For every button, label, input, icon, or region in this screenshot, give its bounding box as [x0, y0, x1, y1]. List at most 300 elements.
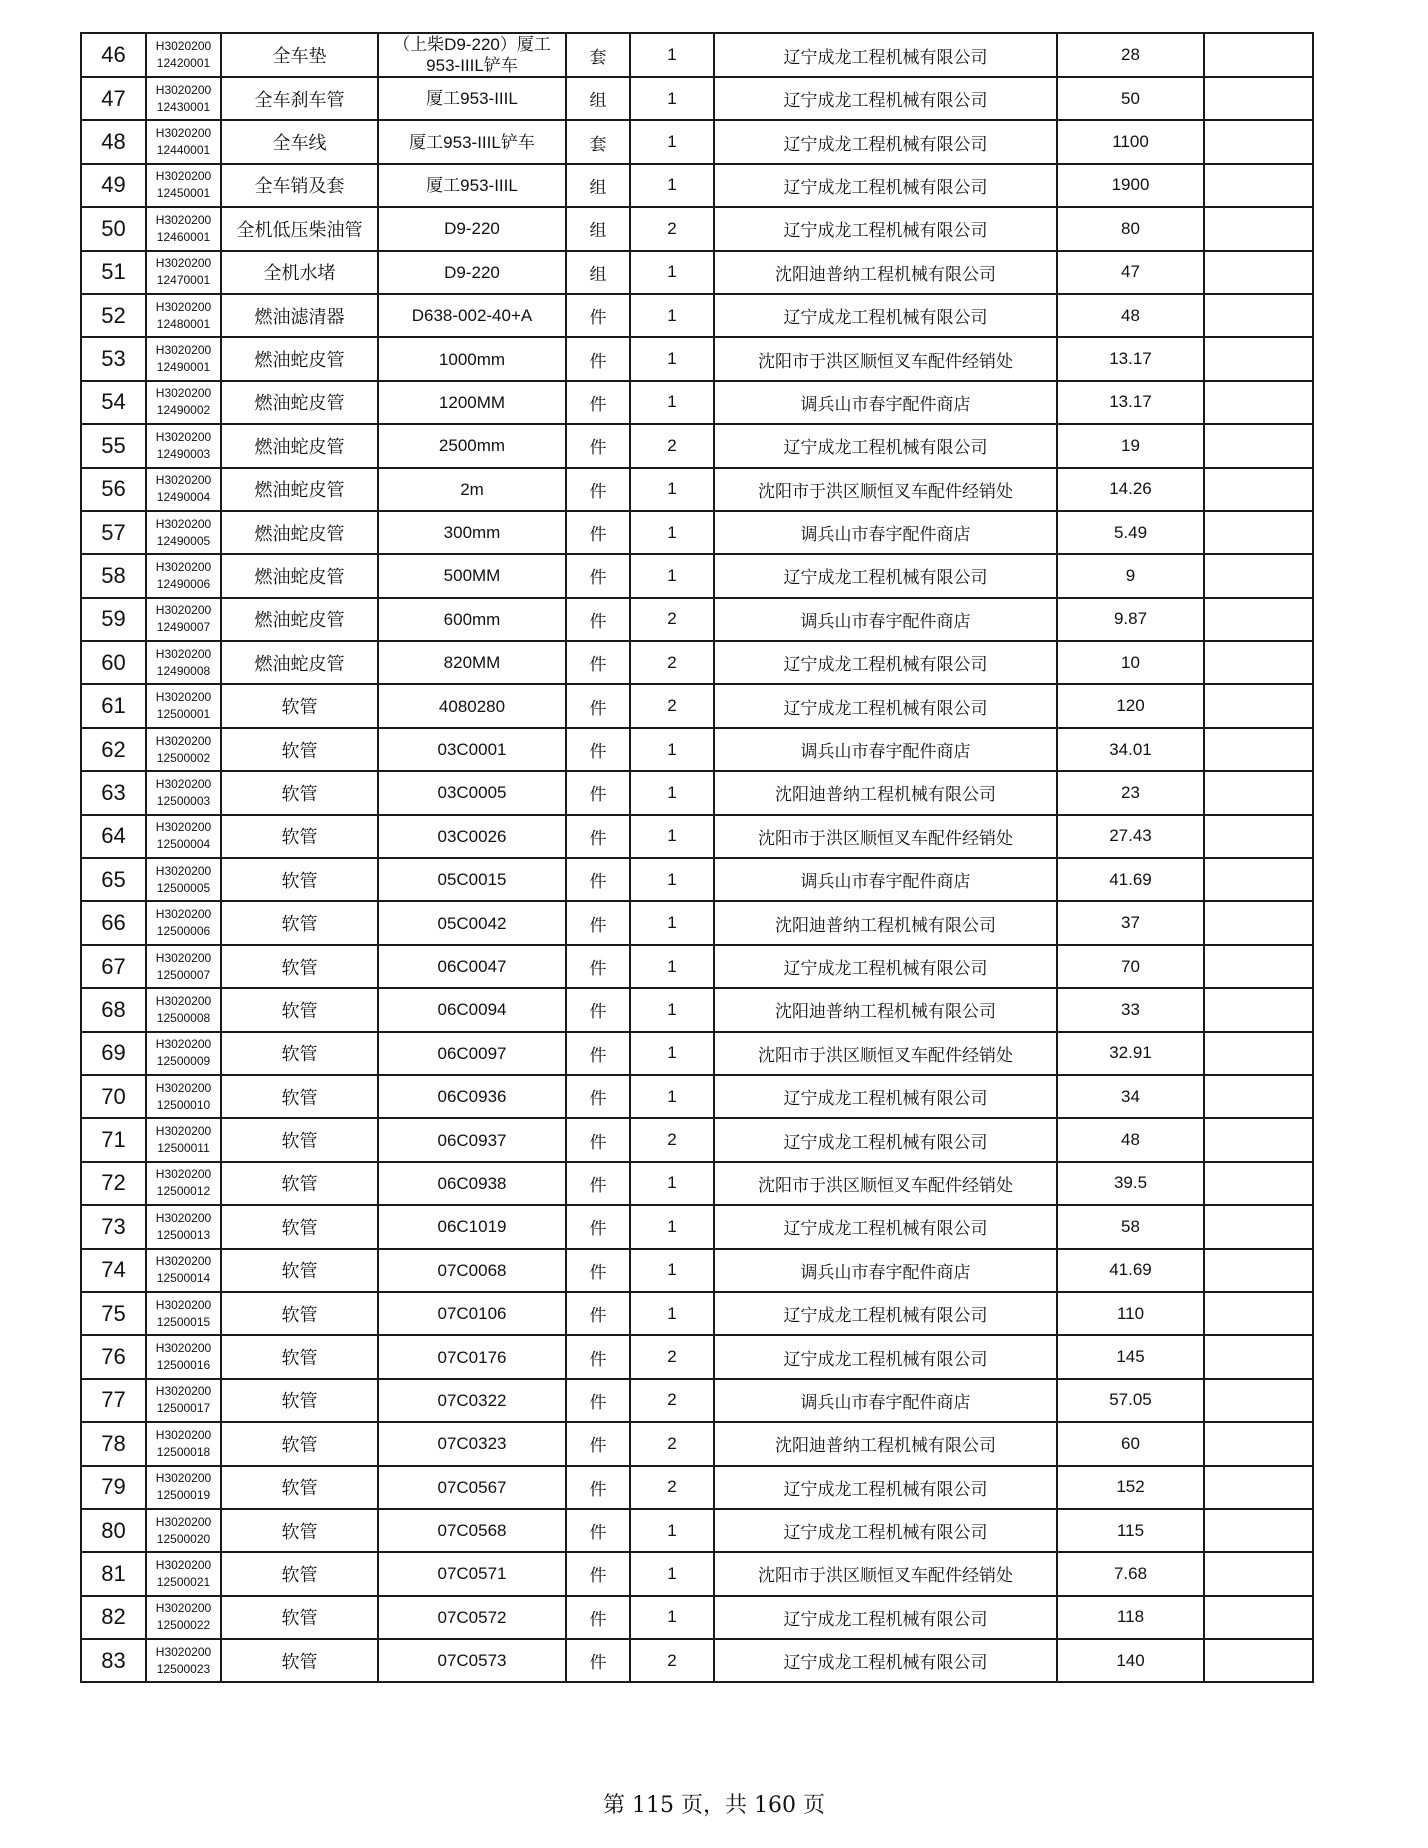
row-number-cell: 75: [81, 1292, 146, 1335]
table-row: [81, 554, 1313, 597]
row-number-cell: 46: [81, 33, 146, 77]
unit-price-cell: 152: [1057, 1466, 1204, 1509]
table-row: [81, 815, 1313, 858]
row-number-cell: 71: [81, 1118, 146, 1161]
unit-cell: 件: [566, 1292, 630, 1335]
remark-cell: [1204, 598, 1313, 641]
table-row: [81, 1032, 1313, 1075]
spec-model-cell: 07C0572: [378, 1596, 566, 1639]
table-row: [81, 771, 1313, 814]
part-name-cell: 软管: [221, 1596, 378, 1639]
table-row: [81, 337, 1313, 380]
part-name-cell: 软管: [221, 728, 378, 771]
supplier-cell: 调兵山市春宇配件商店: [714, 1249, 1057, 1292]
row-number-cell: 54: [81, 381, 146, 424]
row-number-cell: 66: [81, 901, 146, 944]
quantity-cell: 2: [630, 684, 714, 727]
unit-cell: 件: [566, 1596, 630, 1639]
supplier-cell: 沈阳迪普纳工程机械有限公司: [714, 771, 1057, 814]
unit-cell: 件: [566, 945, 630, 988]
row-number-cell: 50: [81, 207, 146, 250]
material-code-cell: H3020200 12500023: [146, 1639, 221, 1682]
table-row: [81, 1509, 1313, 1552]
part-name-cell: 全机水堵: [221, 251, 378, 294]
remark-cell: [1204, 207, 1313, 250]
quantity-cell: 1: [630, 858, 714, 901]
unit-price-cell: 34.01: [1057, 728, 1204, 771]
unit-cell: 件: [566, 641, 630, 684]
quantity-cell: 1: [630, 337, 714, 380]
table-row: [81, 511, 1313, 554]
row-number-cell: 57: [81, 511, 146, 554]
unit-cell: 件: [566, 1118, 630, 1161]
unit-cell: 件: [566, 1205, 630, 1248]
quantity-cell: 2: [630, 1118, 714, 1161]
table-row: [81, 207, 1313, 250]
unit-price-cell: 50: [1057, 77, 1204, 120]
row-number-cell: 82: [81, 1596, 146, 1639]
supplier-cell: 沈阳迪普纳工程机械有限公司: [714, 1422, 1057, 1465]
quantity-cell: 1: [630, 1292, 714, 1335]
unit-cell: 件: [566, 988, 630, 1031]
material-code-cell: H3020200 12500004: [146, 815, 221, 858]
part-name-cell: 全机低压柴油管: [221, 207, 378, 250]
unit-cell: 件: [566, 728, 630, 771]
quantity-cell: 1: [630, 381, 714, 424]
part-name-cell: 软管: [221, 684, 378, 727]
remark-cell: [1204, 77, 1313, 120]
remark-cell: [1204, 468, 1313, 511]
material-code-cell: H3020200 12500014: [146, 1249, 221, 1292]
spec-model-cell: 07C0322: [378, 1379, 566, 1422]
table-row: [81, 1422, 1313, 1465]
unit-cell: 套: [566, 120, 630, 163]
material-code-cell: H3020200 12500001: [146, 684, 221, 727]
spec-model-cell: 600mm: [378, 598, 566, 641]
material-code-cell: H3020200 12490008: [146, 641, 221, 684]
unit-price-cell: 115: [1057, 1509, 1204, 1552]
supplier-cell: 辽宁成龙工程机械有限公司: [714, 1509, 1057, 1552]
material-code-cell: H3020200 12490005: [146, 511, 221, 554]
table-row: [81, 641, 1313, 684]
unit-cell: 件: [566, 468, 630, 511]
part-name-cell: 全车线: [221, 120, 378, 163]
spec-model-cell: 厦工953-IIIL: [378, 164, 566, 207]
supplier-cell: 沈阳迪普纳工程机械有限公司: [714, 251, 1057, 294]
remark-cell: [1204, 337, 1313, 380]
part-name-cell: 软管: [221, 1466, 378, 1509]
unit-price-cell: 70: [1057, 945, 1204, 988]
remark-cell: [1204, 1335, 1313, 1378]
unit-cell: 件: [566, 424, 630, 467]
spec-model-cell: 06C1019: [378, 1205, 566, 1248]
spec-model-cell: 07C0068: [378, 1249, 566, 1292]
spec-model-cell: 300mm: [378, 511, 566, 554]
part-name-cell: 软管: [221, 988, 378, 1031]
unit-price-cell: 57.05: [1057, 1379, 1204, 1422]
remark-cell: [1204, 1249, 1313, 1292]
quantity-cell: 1: [630, 1075, 714, 1118]
material-code-cell: H3020200 12500008: [146, 988, 221, 1031]
material-code-cell: H3020200 12450001: [146, 164, 221, 207]
unit-price-cell: 7.68: [1057, 1552, 1204, 1595]
quantity-cell: 1: [630, 1249, 714, 1292]
row-number-cell: 56: [81, 468, 146, 511]
table-row: [81, 684, 1313, 727]
material-code-cell: H3020200 12500003: [146, 771, 221, 814]
supplier-cell: 辽宁成龙工程机械有限公司: [714, 554, 1057, 597]
supplier-cell: 辽宁成龙工程机械有限公司: [714, 33, 1057, 77]
table-row: [81, 1118, 1313, 1161]
unit-price-cell: 145: [1057, 1335, 1204, 1378]
supplier-cell: 辽宁成龙工程机械有限公司: [714, 684, 1057, 727]
spec-model-cell: 07C0106: [378, 1292, 566, 1335]
unit-cell: 件: [566, 511, 630, 554]
remark-cell: [1204, 988, 1313, 1031]
supplier-cell: 沈阳市于洪区顺恒叉车配件经销处: [714, 1552, 1057, 1595]
table-row: [81, 251, 1313, 294]
unit-cell: 件: [566, 1552, 630, 1595]
row-number-cell: 68: [81, 988, 146, 1031]
row-number-cell: 52: [81, 294, 146, 337]
remark-cell: [1204, 1162, 1313, 1205]
row-number-cell: 48: [81, 120, 146, 163]
quantity-cell: 1: [630, 815, 714, 858]
unit-price-cell: 23: [1057, 771, 1204, 814]
material-code-cell: H3020200 12490002: [146, 381, 221, 424]
row-number-cell: 73: [81, 1205, 146, 1248]
unit-cell: 件: [566, 1422, 630, 1465]
unit-price-cell: 32.91: [1057, 1032, 1204, 1075]
supplier-cell: 沈阳迪普纳工程机械有限公司: [714, 988, 1057, 1031]
part-name-cell: 软管: [221, 1118, 378, 1161]
quantity-cell: 2: [630, 641, 714, 684]
table-row: [81, 1466, 1313, 1509]
part-name-cell: 软管: [221, 1639, 378, 1682]
row-number-cell: 47: [81, 77, 146, 120]
quantity-cell: 1: [630, 77, 714, 120]
quantity-cell: 1: [630, 945, 714, 988]
remark-cell: [1204, 511, 1313, 554]
remark-cell: [1204, 1118, 1313, 1161]
part-name-cell: 燃油蛇皮管: [221, 554, 378, 597]
unit-price-cell: 41.69: [1057, 1249, 1204, 1292]
row-number-cell: 64: [81, 815, 146, 858]
part-name-cell: 燃油蛇皮管: [221, 424, 378, 467]
unit-price-cell: 10: [1057, 641, 1204, 684]
part-name-cell: 全车垫: [221, 33, 378, 77]
part-name-cell: 燃油蛇皮管: [221, 641, 378, 684]
part-name-cell: 软管: [221, 1552, 378, 1595]
remark-cell: [1204, 771, 1313, 814]
unit-cell: 件: [566, 1509, 630, 1552]
material-code-cell: H3020200 12500010: [146, 1075, 221, 1118]
material-code-cell: H3020200 12460001: [146, 207, 221, 250]
supplier-cell: 沈阳市于洪区顺恒叉车配件经销处: [714, 337, 1057, 380]
quantity-cell: 1: [630, 468, 714, 511]
quantity-cell: 1: [630, 294, 714, 337]
spec-model-cell: D638-002-40+A: [378, 294, 566, 337]
remark-cell: [1204, 1205, 1313, 1248]
spec-model-cell: 厦工953-IIIL铲车: [378, 120, 566, 163]
quantity-cell: 1: [630, 511, 714, 554]
page-number-footer: 第 115 页，共 160 页: [603, 1793, 825, 1818]
quantity-cell: 2: [630, 1466, 714, 1509]
row-number-cell: 67: [81, 945, 146, 988]
unit-price-cell: 140: [1057, 1639, 1204, 1682]
table-row: [81, 164, 1313, 207]
unit-price-cell: 9: [1057, 554, 1204, 597]
unit-price-cell: 19: [1057, 424, 1204, 467]
supplier-cell: 辽宁成龙工程机械有限公司: [714, 424, 1057, 467]
unit-cell: 件: [566, 684, 630, 727]
unit-cell: 件: [566, 1639, 630, 1682]
row-number-cell: 69: [81, 1032, 146, 1075]
parts-table: [80, 32, 1314, 1683]
supplier-cell: 辽宁成龙工程机械有限公司: [714, 1075, 1057, 1118]
table-row: [81, 728, 1313, 771]
row-number-cell: 51: [81, 251, 146, 294]
supplier-cell: 辽宁成龙工程机械有限公司: [714, 1292, 1057, 1335]
material-code-cell: H3020200 12500012: [146, 1162, 221, 1205]
material-code-cell: H3020200 12500018: [146, 1422, 221, 1465]
supplier-cell: 辽宁成龙工程机械有限公司: [714, 1118, 1057, 1161]
row-number-cell: 74: [81, 1249, 146, 1292]
material-code-cell: H3020200 12480001: [146, 294, 221, 337]
part-name-cell: 燃油蛇皮管: [221, 511, 378, 554]
quantity-cell: 1: [630, 901, 714, 944]
supplier-cell: 辽宁成龙工程机械有限公司: [714, 164, 1057, 207]
supplier-cell: 辽宁成龙工程机械有限公司: [714, 945, 1057, 988]
quantity-cell: 1: [630, 33, 714, 77]
spec-model-cell: 06C0097: [378, 1032, 566, 1075]
unit-cell: 件: [566, 1032, 630, 1075]
spec-model-cell: 05C0015: [378, 858, 566, 901]
row-number-cell: 79: [81, 1466, 146, 1509]
part-name-cell: 软管: [221, 1205, 378, 1248]
part-name-cell: 软管: [221, 1292, 378, 1335]
remark-cell: [1204, 164, 1313, 207]
material-code-cell: H3020200 12500015: [146, 1292, 221, 1335]
unit-cell: 件: [566, 771, 630, 814]
remark-cell: [1204, 684, 1313, 727]
unit-price-cell: 39.5: [1057, 1162, 1204, 1205]
supplier-cell: 辽宁成龙工程机械有限公司: [714, 1466, 1057, 1509]
spec-model-cell: 07C0176: [378, 1335, 566, 1378]
remark-cell: [1204, 945, 1313, 988]
quantity-cell: 2: [630, 1422, 714, 1465]
spec-model-cell: 03C0005: [378, 771, 566, 814]
remark-cell: [1204, 120, 1313, 163]
unit-cell: 件: [566, 1162, 630, 1205]
quantity-cell: 1: [630, 1596, 714, 1639]
supplier-cell: 沈阳市于洪区顺恒叉车配件经销处: [714, 1032, 1057, 1075]
part-name-cell: 软管: [221, 945, 378, 988]
supplier-cell: 辽宁成龙工程机械有限公司: [714, 641, 1057, 684]
row-number-cell: 55: [81, 424, 146, 467]
spec-model-cell: （上柴D9-220）厦工 953-IIIL铲车: [378, 33, 566, 77]
quantity-cell: 2: [630, 424, 714, 467]
material-code-cell: H3020200 12500020: [146, 1509, 221, 1552]
material-code-cell: H3020200 12420001: [146, 33, 221, 77]
unit-price-cell: 37: [1057, 901, 1204, 944]
unit-price-cell: 58: [1057, 1205, 1204, 1248]
remark-cell: [1204, 1032, 1313, 1075]
unit-price-cell: 120: [1057, 684, 1204, 727]
material-code-cell: H3020200 12490006: [146, 554, 221, 597]
quantity-cell: 1: [630, 120, 714, 163]
spec-model-cell: 1200MM: [378, 381, 566, 424]
row-number-cell: 60: [81, 641, 146, 684]
row-number-cell: 49: [81, 164, 146, 207]
table-row: [81, 598, 1313, 641]
material-code-cell: H3020200 12500009: [146, 1032, 221, 1075]
unit-price-cell: 80: [1057, 207, 1204, 250]
spec-model-cell: 2500mm: [378, 424, 566, 467]
part-name-cell: 软管: [221, 1422, 378, 1465]
part-name-cell: 软管: [221, 771, 378, 814]
row-number-cell: 63: [81, 771, 146, 814]
supplier-cell: 调兵山市春宇配件商店: [714, 511, 1057, 554]
unit-price-cell: 48: [1057, 1118, 1204, 1161]
unit-price-cell: 1100: [1057, 120, 1204, 163]
supplier-cell: 调兵山市春宇配件商店: [714, 598, 1057, 641]
quantity-cell: 1: [630, 554, 714, 597]
supplier-cell: 调兵山市春宇配件商店: [714, 381, 1057, 424]
table-row: [81, 468, 1313, 511]
supplier-cell: 辽宁成龙工程机械有限公司: [714, 1205, 1057, 1248]
spec-model-cell: 820MM: [378, 641, 566, 684]
table-row: [81, 858, 1313, 901]
remark-cell: [1204, 1552, 1313, 1595]
row-number-cell: 78: [81, 1422, 146, 1465]
spec-model-cell: 07C0573: [378, 1639, 566, 1682]
spec-model-cell: 500MM: [378, 554, 566, 597]
unit-cell: 件: [566, 1075, 630, 1118]
material-code-cell: H3020200 12500006: [146, 901, 221, 944]
remark-cell: [1204, 1466, 1313, 1509]
material-code-cell: H3020200 12500017: [146, 1379, 221, 1422]
table-row: [81, 1379, 1313, 1422]
material-code-cell: H3020200 12500013: [146, 1205, 221, 1248]
spec-model-cell: 03C0026: [378, 815, 566, 858]
part-name-cell: 软管: [221, 1379, 378, 1422]
spec-model-cell: 06C0936: [378, 1075, 566, 1118]
table-body: [81, 33, 1313, 1682]
unit-cell: 件: [566, 381, 630, 424]
remark-cell: [1204, 424, 1313, 467]
unit-price-cell: 110: [1057, 1292, 1204, 1335]
remark-cell: [1204, 901, 1313, 944]
quantity-cell: 1: [630, 251, 714, 294]
spec-model-cell: 06C0937: [378, 1118, 566, 1161]
unit-cell: 套: [566, 33, 630, 77]
quantity-cell: 1: [630, 728, 714, 771]
remark-cell: [1204, 858, 1313, 901]
row-number-cell: 59: [81, 598, 146, 641]
spec-model-cell: 03C0001: [378, 728, 566, 771]
unit-price-cell: 9.87: [1057, 598, 1204, 641]
table-row: [81, 120, 1313, 163]
part-name-cell: 燃油蛇皮管: [221, 381, 378, 424]
remark-cell: [1204, 33, 1313, 77]
quantity-cell: 2: [630, 1639, 714, 1682]
material-code-cell: H3020200 12500011: [146, 1118, 221, 1161]
quantity-cell: 1: [630, 1162, 714, 1205]
unit-price-cell: 28: [1057, 33, 1204, 77]
unit-cell: 组: [566, 164, 630, 207]
quantity-cell: 1: [630, 988, 714, 1031]
unit-price-cell: 1900: [1057, 164, 1204, 207]
supplier-cell: 辽宁成龙工程机械有限公司: [714, 120, 1057, 163]
table-row: [81, 1205, 1313, 1248]
unit-cell: 件: [566, 858, 630, 901]
table-row: [81, 901, 1313, 944]
remark-cell: [1204, 815, 1313, 858]
quantity-cell: 1: [630, 1509, 714, 1552]
quantity-cell: 1: [630, 1032, 714, 1075]
row-number-cell: 80: [81, 1509, 146, 1552]
part-name-cell: 软管: [221, 901, 378, 944]
remark-cell: [1204, 1379, 1313, 1422]
table-row: [81, 1639, 1313, 1682]
table-row: [81, 1075, 1313, 1118]
spec-model-cell: 06C0047: [378, 945, 566, 988]
table-row: [81, 1596, 1313, 1639]
remark-cell: [1204, 641, 1313, 684]
spec-model-cell: 厦工953-IIIL: [378, 77, 566, 120]
unit-cell: 件: [566, 337, 630, 380]
table-row: [81, 33, 1313, 77]
unit-price-cell: 27.43: [1057, 815, 1204, 858]
supplier-cell: 辽宁成龙工程机械有限公司: [714, 1639, 1057, 1682]
row-number-cell: 65: [81, 858, 146, 901]
material-code-cell: H3020200 12490004: [146, 468, 221, 511]
quantity-cell: 1: [630, 164, 714, 207]
unit-cell: 件: [566, 1379, 630, 1422]
part-name-cell: 软管: [221, 1335, 378, 1378]
unit-cell: 件: [566, 1335, 630, 1378]
part-name-cell: 软管: [221, 1249, 378, 1292]
unit-price-cell: 118: [1057, 1596, 1204, 1639]
table-row: [81, 988, 1313, 1031]
supplier-cell: 调兵山市春宇配件商店: [714, 1379, 1057, 1422]
table-row: [81, 424, 1313, 467]
table-row: [81, 1249, 1313, 1292]
part-name-cell: 软管: [221, 815, 378, 858]
remark-cell: [1204, 1596, 1313, 1639]
remark-cell: [1204, 1292, 1313, 1335]
material-code-cell: H3020200 12500002: [146, 728, 221, 771]
table-row: [81, 1552, 1313, 1595]
remark-cell: [1204, 381, 1313, 424]
part-name-cell: 软管: [221, 1162, 378, 1205]
quantity-cell: 2: [630, 207, 714, 250]
unit-cell: 件: [566, 598, 630, 641]
unit-cell: 件: [566, 554, 630, 597]
unit-price-cell: 60: [1057, 1422, 1204, 1465]
quantity-cell: 2: [630, 1379, 714, 1422]
part-name-cell: 燃油滤清器: [221, 294, 378, 337]
supplier-cell: 沈阳市于洪区顺恒叉车配件经销处: [714, 815, 1057, 858]
material-code-cell: H3020200 12440001: [146, 120, 221, 163]
unit-cell: 件: [566, 815, 630, 858]
unit-price-cell: 5.49: [1057, 511, 1204, 554]
material-code-cell: H3020200 12500022: [146, 1596, 221, 1639]
remark-cell: [1204, 1639, 1313, 1682]
supplier-cell: 沈阳迪普纳工程机械有限公司: [714, 901, 1057, 944]
unit-cell: 件: [566, 901, 630, 944]
